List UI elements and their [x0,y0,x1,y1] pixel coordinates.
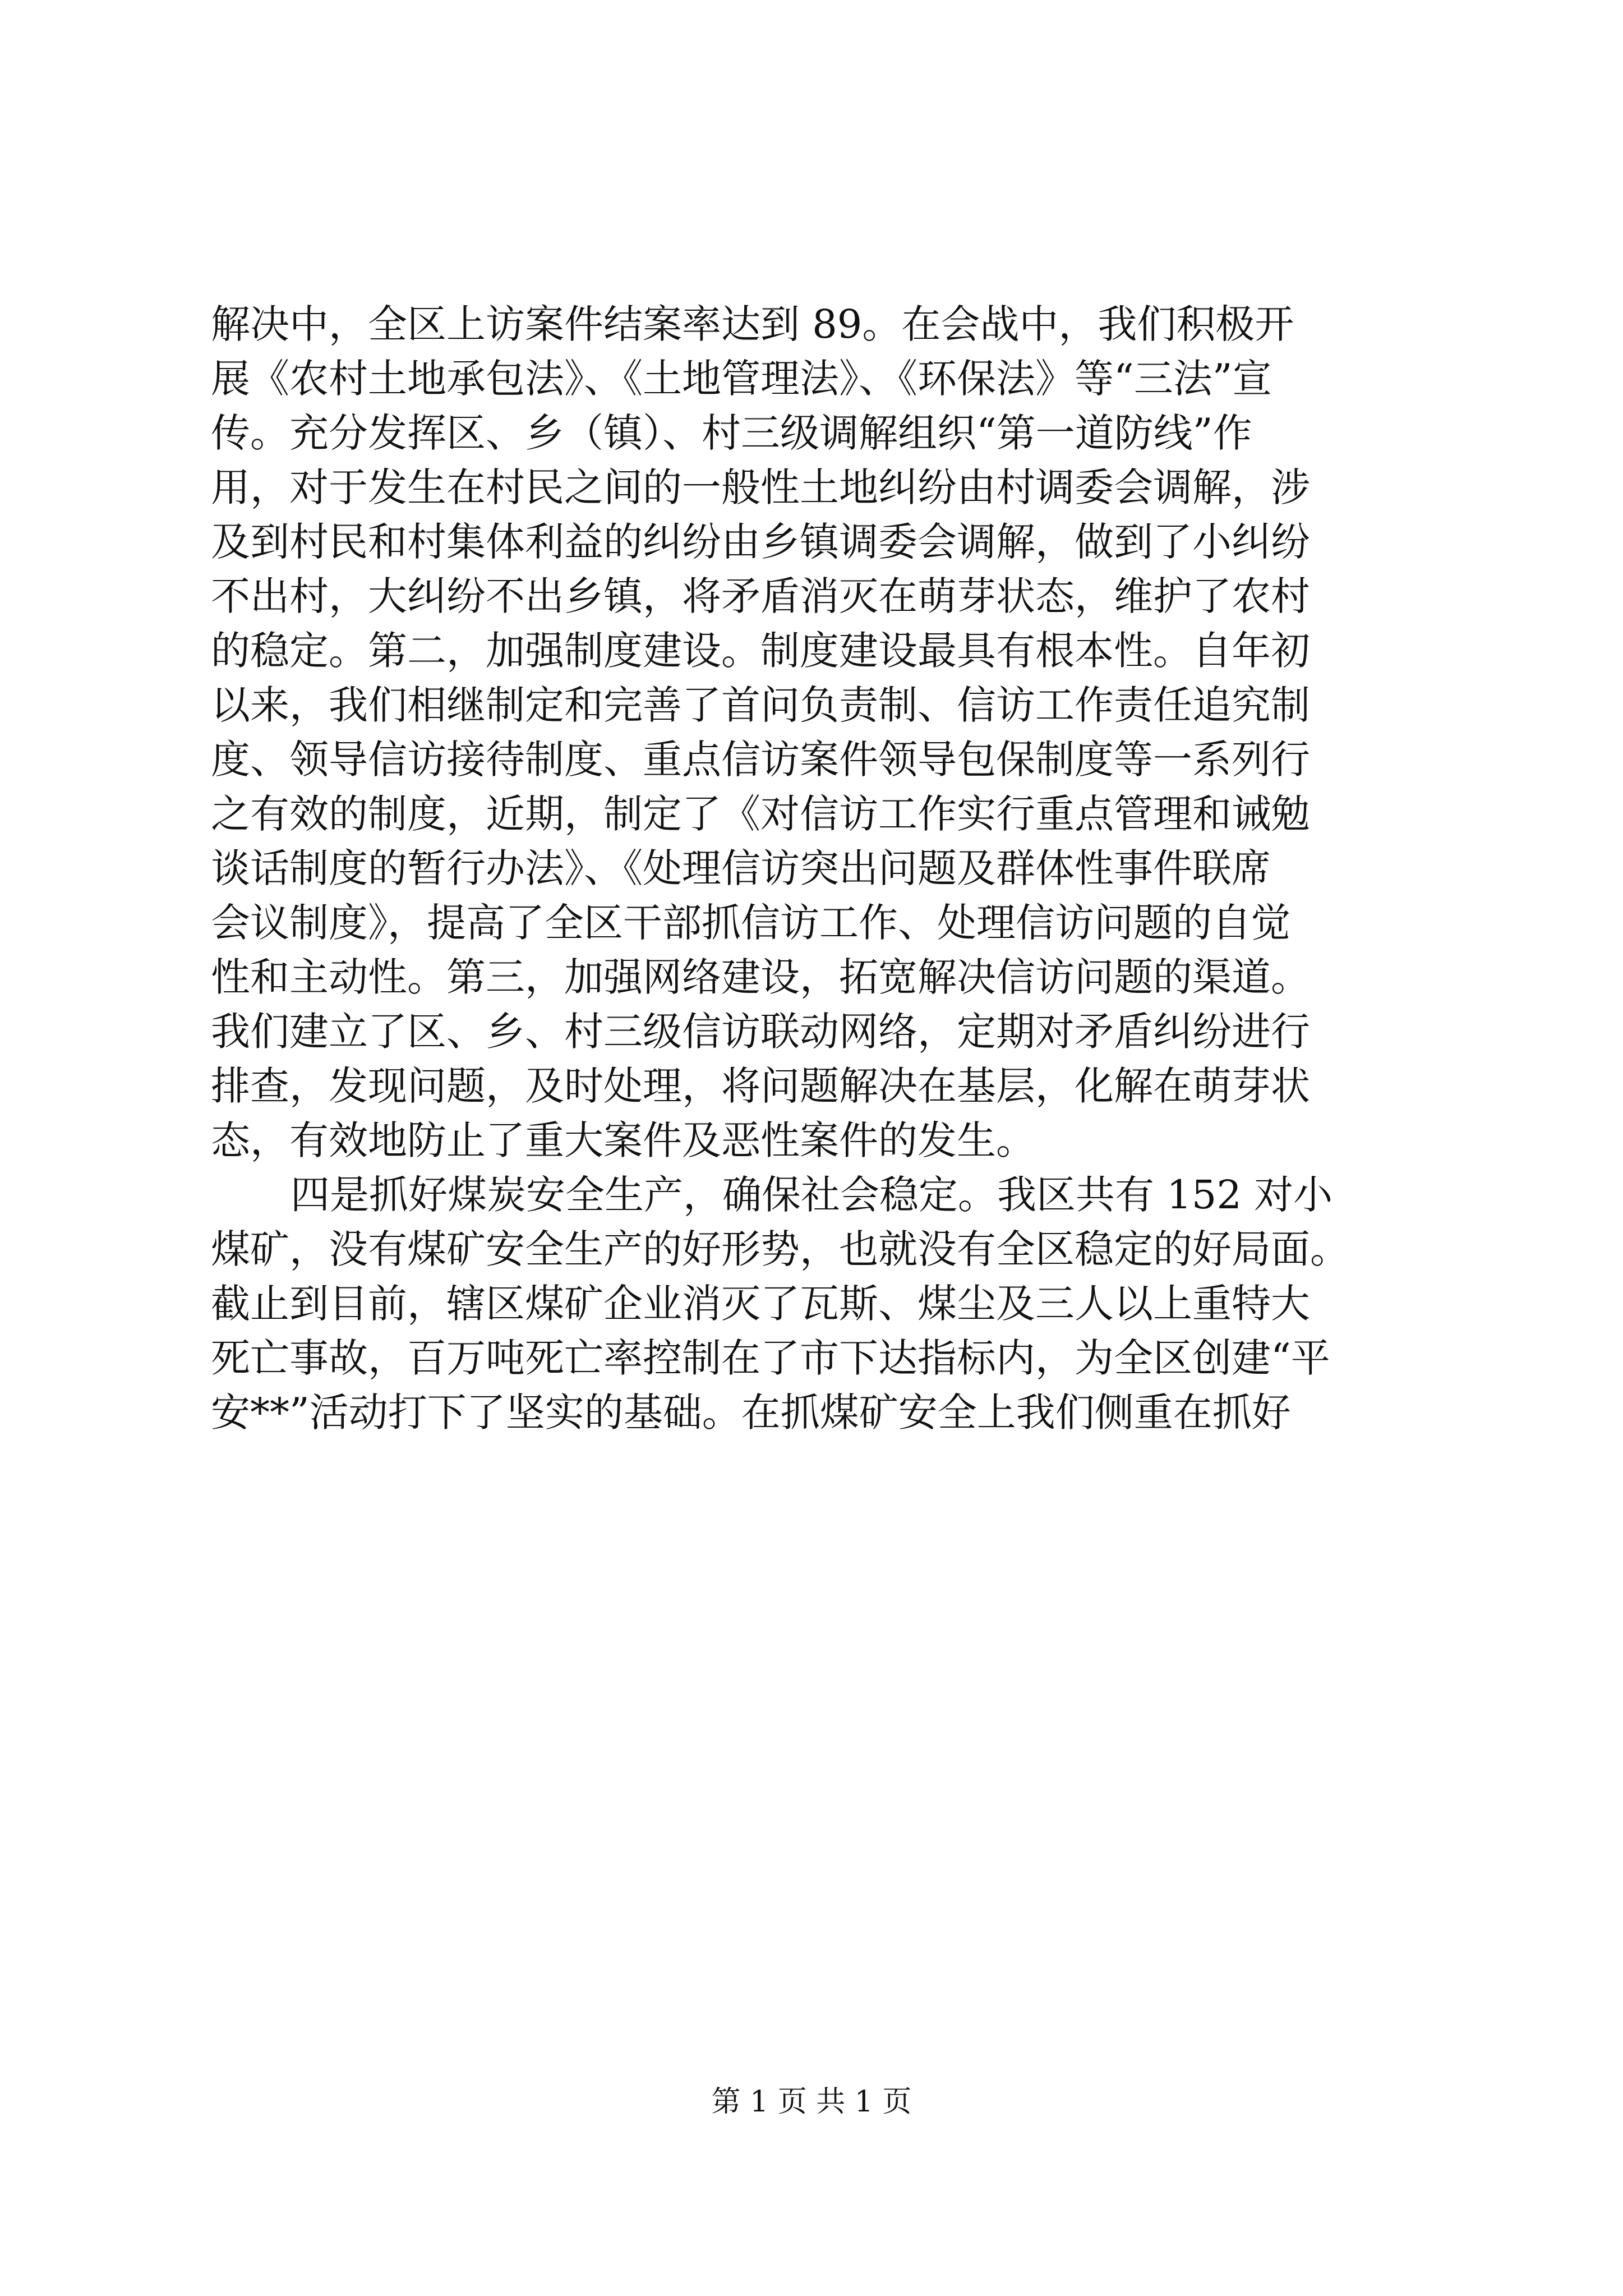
text-line: 我们建立了区、乡、村三级信访联动网络，定期对矛盾纠纷进行 [211,1009,1310,1055]
text-line: 用，对于发生在村民之间的一般性土地纠纷由村调委会调解，涉 [211,464,1310,510]
text-line: 及到村民和村集体利益的纠纷由乡镇调委会调解，做到了小纠纷 [211,519,1310,565]
text-line: 态，有效地防止了重大案件及恶性案件的发生。 [211,1117,1035,1163]
text-line: 不出村，大纠纷不出乡镇，将矛盾消灭在萌芽状态，维护了农村 [211,573,1310,619]
text-line: 的稳定。第二，加强制度建设。制度建设最具有根本性。自年初 [211,628,1310,674]
document-body [211,297,1422,1440]
paragraph-1 [211,297,1422,1168]
page-footer [0,2084,1623,2120]
text-line: 排查，发现问题，及时处理，将问题解决在基层，化解在萌芽状 [211,1063,1310,1109]
page-number-label: 第 1 页 共 1 页 [711,2085,912,2119]
text-line: 解决中，全区上访案件结案率达到 89。在会战中，我们积极开 [211,301,1294,347]
text-line: 会议制度》，提高了全区干部抓信访工作、处理信访问题的自觉 [211,900,1290,946]
paragraph-2 [211,1168,1422,1440]
text-line: 谈话制度的暂行办法》、《处理信访突出问题及群体性事件联席 [211,845,1271,891]
text-line: 四是抓好煤炭安全生产，确保社会稳定。我区共有 152 对小 [291,1172,1333,1218]
text-line: 以来，我们相继制定和完善了首问负责制、信访工作责任追究制 [211,682,1310,728]
text-line: 安**”活动打下了坚实的基础。在抓煤矿安全上我们侧重在抓好 [211,1389,1291,1435]
text-line: 煤矿，没有煤矿安全生产的好形势，也就没有全区稳定的好局面。 [211,1226,1349,1272]
text-line: 之有效的制度，近期，制定了《对信访工作实行重点管理和诫勉 [211,791,1310,837]
text-line: 传。充分发挥区、乡（镇）、村三级调解组织“第一道防线”作 [211,410,1252,456]
text-line: 度、领导信访接待制度、重点信访案件领导包保制度等一系列行 [211,737,1310,783]
text-line: 展《农村土地承包法》、《土地管理法》、《环保法》等“三法”宣 [211,356,1272,402]
text-line: 截止到目前，辖区煤矿企业消灭了瓦斯、煤尘及三人以上重特大 [211,1281,1310,1327]
text-line: 性和主动性。第三，加强网络建设，拓宽解决信访问题的渠道。 [211,954,1310,1000]
text-line: 死亡事故，百万吨死亡率控制在了市下达指标内，为全区创建“平 [211,1335,1330,1381]
